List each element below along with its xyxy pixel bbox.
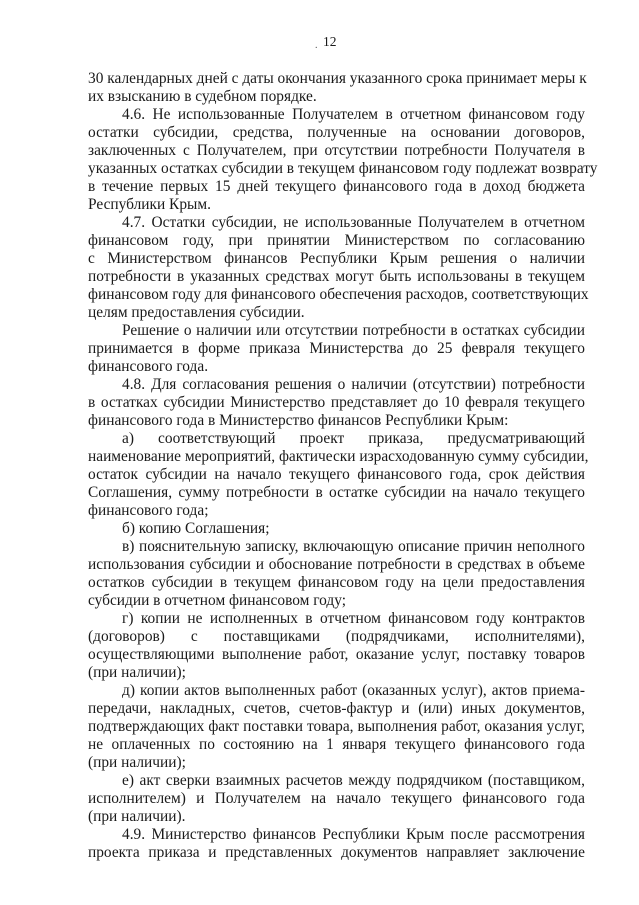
text-line: в течение первых 15 дней текущего финансового года в доход бюджета [88, 178, 585, 195]
text-line: г) копии не исполненных в отчетном финансовом году контрактов [122, 610, 585, 627]
text-line: остатки субсидии, средства, полученные на основании договоров, [88, 124, 585, 141]
text-line: (при наличии); [88, 664, 186, 681]
text-line: наименование мероприятий, фактически израсходованную сумму субсидии, [88, 448, 589, 465]
text-line: заключенных с Получателем, при отсутствии потребности Получателя в [88, 142, 585, 159]
text-line: с Министерством финансов Республики Крым решения о наличии [88, 250, 585, 267]
text-line: д) копии актов выполненных работ (оказанных услуг), актов приема- [122, 682, 585, 699]
text-line: финансового года. [88, 358, 209, 375]
text-line: потребности в указанных средствах могут быть использованы в текущем [88, 268, 585, 285]
text-line: а) соответствующий проект приказа, предусматривающий [122, 430, 585, 447]
text-line: (при наличии); [88, 754, 186, 771]
text-line: проекта приказа и представленных документов направляет заключение [88, 844, 585, 861]
text-line: принимается в форме приказа Министерства до 25 февраля текущего [88, 340, 585, 357]
text-line: подтверждающих факт поставки товара, выполнения работ, оказания услуг, [88, 718, 585, 735]
text-line: Решение о наличии или отсутствии потребности в остатках субсидии [122, 322, 585, 339]
text-line: передачи, накладных, счетов, счетов-фактур и (или) иных документов, [88, 700, 585, 717]
page-number: 12 [323, 34, 337, 49]
text-line: Республики Крым. [88, 196, 211, 213]
text-line: финансовом году для финансового обеспечения расходов, соответствующих [88, 286, 589, 303]
text-line: (договоров) с поставщиками (подрядчиками, исполнителями), [88, 628, 585, 645]
text-line: в) пояснительную записку, включающую описание причин неполного [122, 538, 585, 555]
text-line: использования субсидии и обоснование потребности в средствах в объеме [88, 556, 585, 573]
text-line: б) копию Соглашения; [122, 520, 270, 537]
text-line: финансового года; [88, 502, 209, 519]
text-line: Соглашения, сумму потребности в остатке субсидии на начало текущего [88, 484, 585, 501]
text-line: (при наличии). [88, 808, 186, 825]
text-line: 4.8. Для согласования решения о наличии (отсутствии) потребности [122, 376, 585, 393]
text-line: е) акт сверки взаимных расчетов между подрядчиком (поставщиком, [122, 772, 585, 789]
text-line: осуществляющими выполнение работ, оказание услуг, поставку товаров [88, 646, 585, 663]
text-line: в остатках субсидии Министерство представляет до 10 февраля текущего [88, 394, 585, 411]
text-line: не оплаченных по состоянию на 1 января текущего финансового года [88, 736, 585, 753]
text-line: финансового года в Министерство финансов Республики Крым: [88, 412, 509, 429]
text-line: остаток субсидии на начало текущего финансового года, срок действия [88, 466, 585, 483]
text-line: указанных остатках субсидии в текущем финансовом году подлежат возврату [88, 160, 598, 177]
text-line: 4.7. Остатки субсидии, не использованные Получателем в отчетном [122, 214, 585, 231]
scan-mark: . [315, 40, 318, 51]
text-line: финансовом году, при принятии Министерством по согласованию [88, 232, 585, 249]
text-line: целям предоставления субсидии. [88, 304, 305, 321]
text-line: 4.9. Министерство финансов Республики Крым после рассмотрения [122, 826, 585, 843]
text-line: 4.6. Не использованные Получателем в отчетном финансовом году [122, 106, 585, 123]
text-line: субсидии в отчетном финансовом году; [88, 592, 346, 609]
text-line: остатков субсидии в текущем финансовом году на цели предоставления [88, 574, 585, 591]
text-line: 30 календарных дней с даты окончания указанного срока принимает меры к [88, 70, 587, 87]
text-line: их взысканию в судебном порядке. [88, 88, 317, 105]
text-line: исполнителем) и Получателем на начало текущего финансового года [88, 790, 585, 807]
